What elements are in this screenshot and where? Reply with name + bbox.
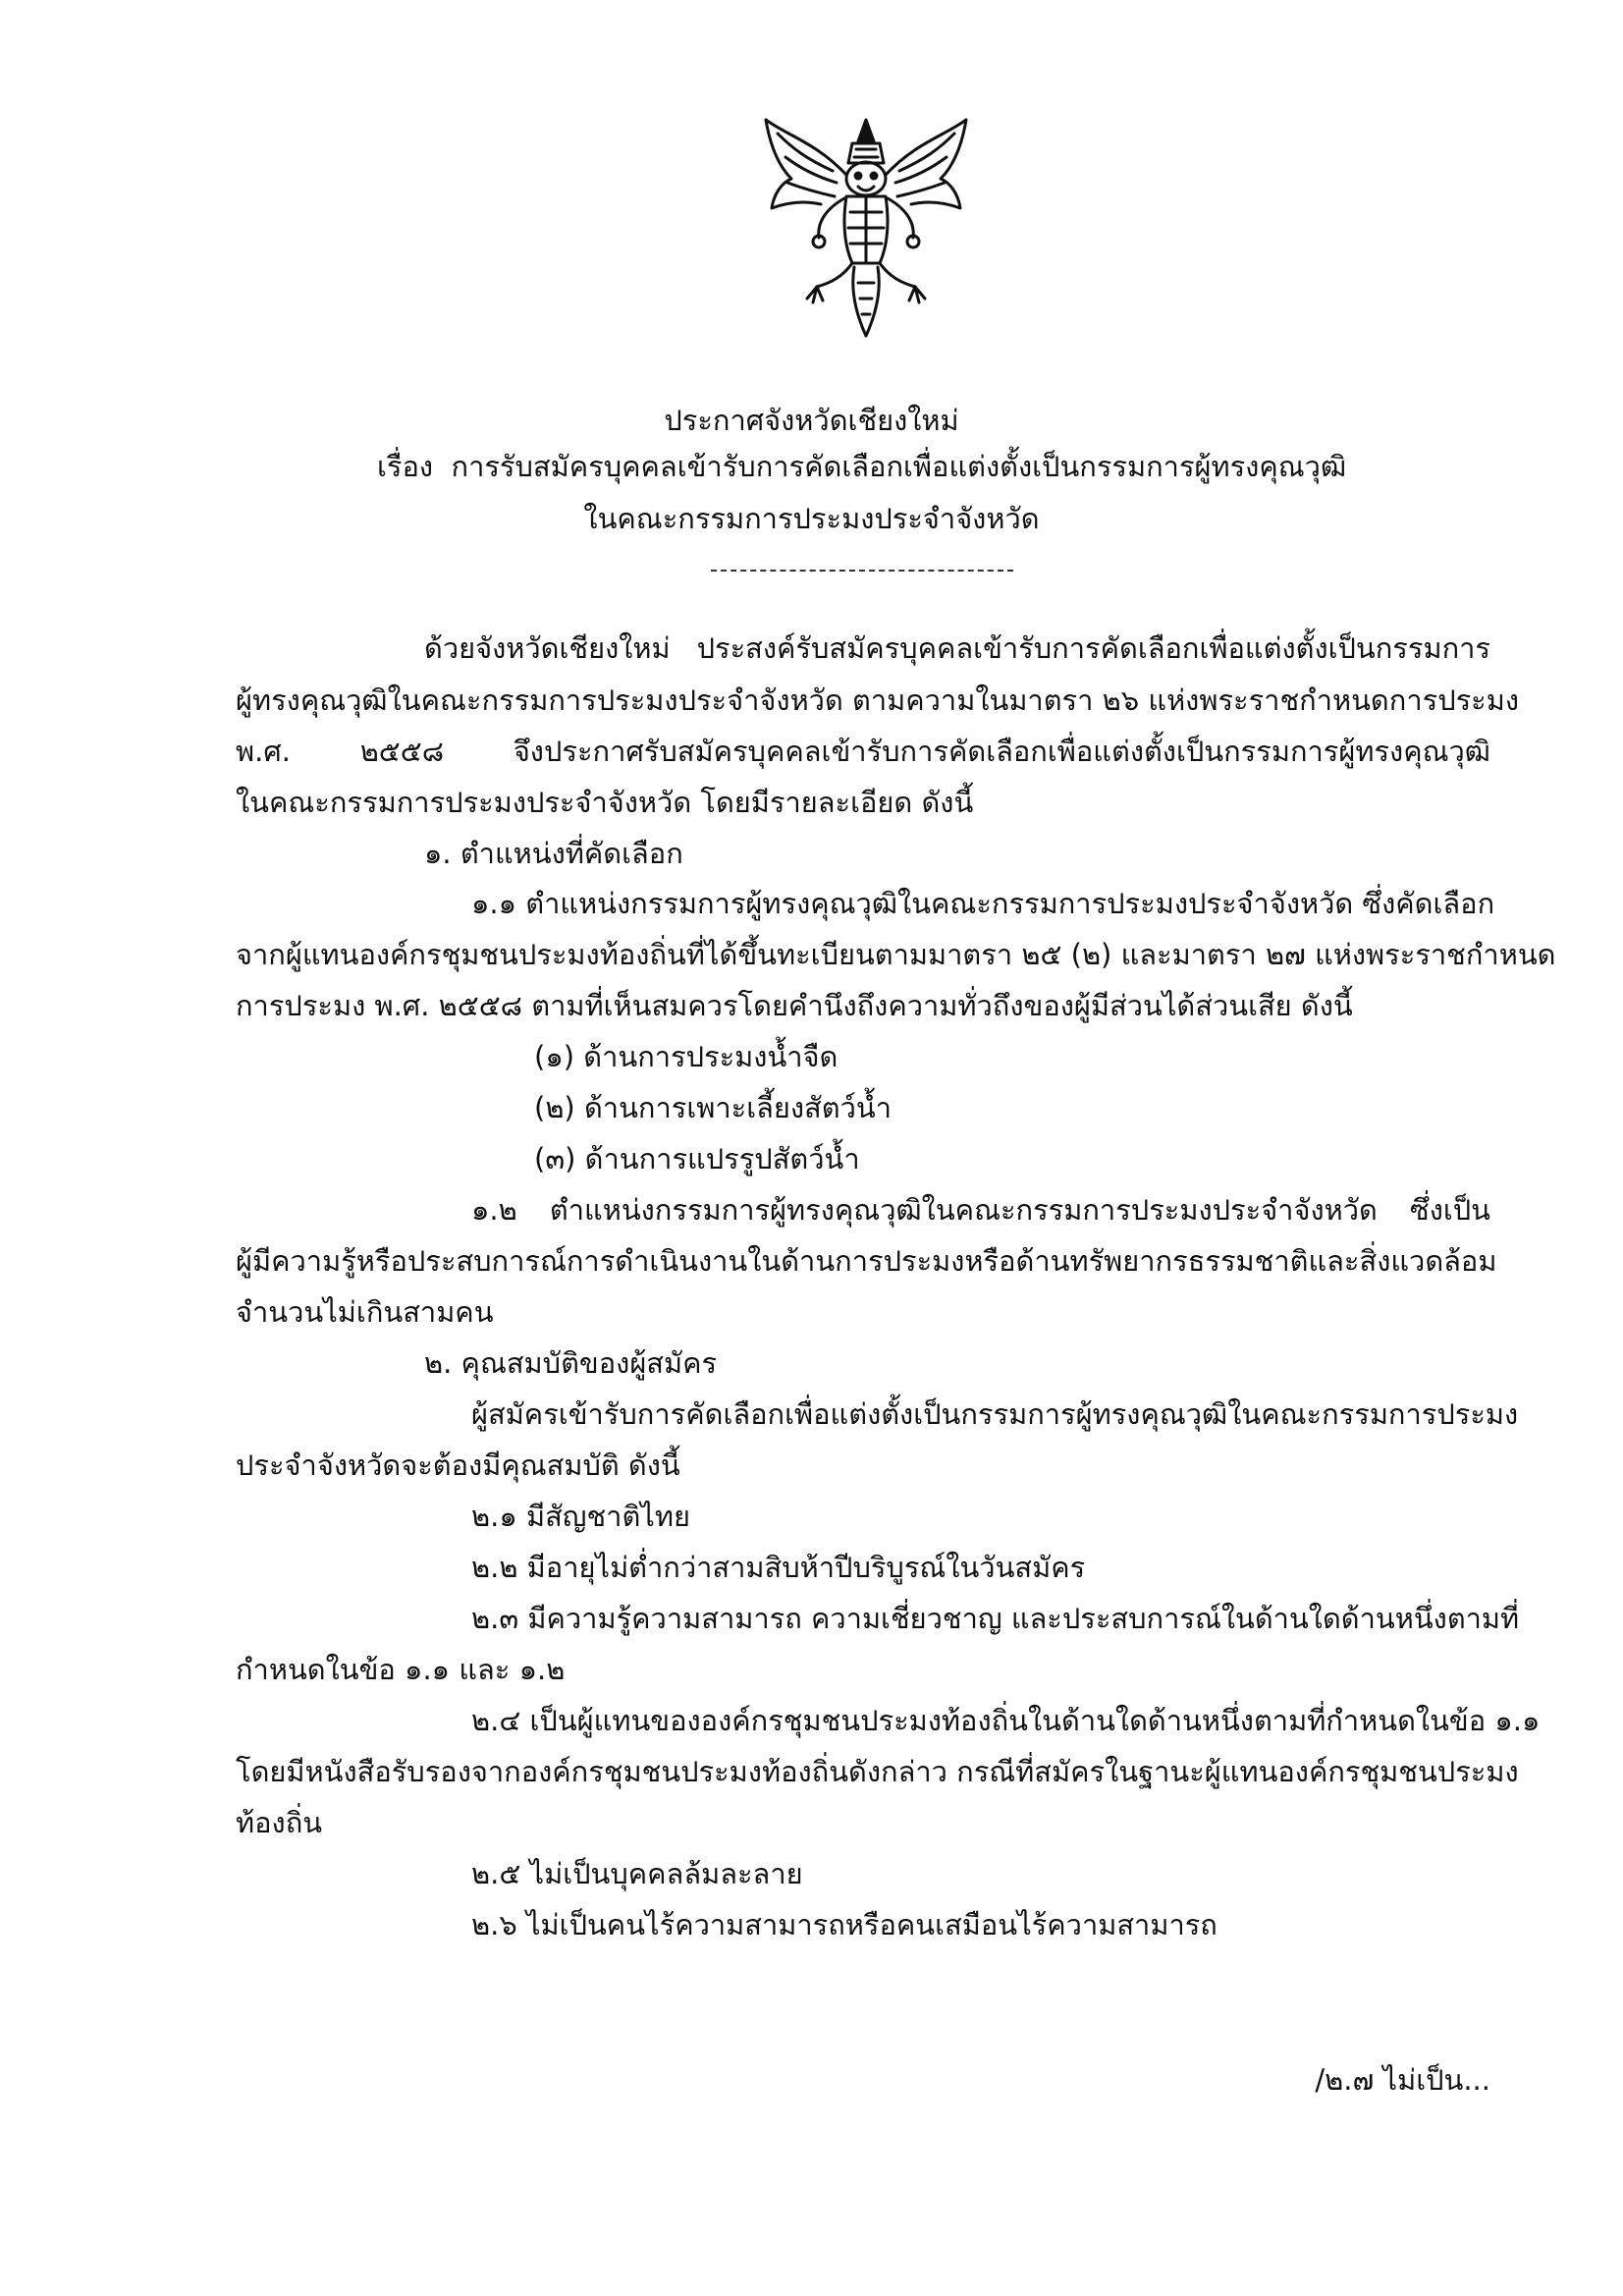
garuda-emblem-icon (748, 114, 984, 340)
intro-line: ในคณะกรรมการประมงประจำจังหวัด โดยมีรายละเอียด ดังนี้ (236, 786, 974, 819)
clause-2-5: ๒.๕ ไม่เป็นบุคคลล้มละลาย (471, 1857, 803, 1890)
subject-line (377, 447, 1347, 486)
clause-1-1-item: (๓) ด้านการแปรรูปสัตว์น้ำ (534, 1142, 860, 1175)
clause-2-3-line: ๒.๓ มีความรู้ความสามารถ ความเชี่ยวชาญ และประสบการณ์ในด้านใดด้านหนึ่งตามที่ (471, 1602, 1520, 1635)
subject-text: การรับสมัครบุคคลเข้ารับการคัดเลือกเพื่อแต่งตั้งเป็นกรรมการผู้ทรงคุณวุฒิ (451, 450, 1347, 483)
clause-2-1: ๒.๑ มีสัญชาติไทย (471, 1500, 690, 1533)
header-divider (711, 570, 1013, 572)
section-2-heading: ๒. คุณสมบัติของผู้สมัคร (424, 1346, 718, 1380)
document-title: ประกาศจังหวัดเชียงใหม่ (664, 404, 959, 437)
intro-line: ผู้ทรงคุณวุฒิในคณะกรรมการประมงประจำจังหวัด ตามความในมาตรา ๒๖ แห่งพระราชกำหนดการประมง (236, 683, 1520, 717)
clause-1-1-item: (๑) ด้านการประมงน้ำจืด (534, 1040, 839, 1073)
clause-2-6: ๒.๖ ไม่เป็นคนไร้ความสามารถหรือคนเสมือนไร้ความสามารถ (471, 1908, 1217, 1941)
clause-2-4-line: ๒.๔ เป็นผู้แทนขององค์กรชุมชนประมงท้องถิ่นในด้านใดด้านหนึ่งตามที่กำหนดในข้อ ๑.๑ (471, 1704, 1541, 1737)
clause-2-3-line: กำหนดในข้อ ๑.๑ และ ๑.๒ (236, 1653, 566, 1686)
section-1-heading: ๑. ตำแหน่งที่คัดเลือก (424, 837, 683, 870)
clause-2-2: ๒.๒ มีอายุไม่ต่ำกว่าสามสิบห้าปีบริบูรณ์ในวันสมัคร (471, 1551, 1086, 1584)
section-2-intro-line: ผู้สมัครเข้ารับการคัดเลือกเพื่อแต่งตั้งเป็นกรรมการผู้ทรงคุณวุฒิในคณะกรรมการประมง (471, 1397, 1519, 1431)
clause-1-2-line: จำนวนไม่เกินสามคน (236, 1295, 494, 1329)
clause-1-1-line: จากผู้แทนองค์กรชุมชนประมงท้องถิ่นที่ได้ขึ้นทะเบียนตามมาตรา ๒๕ (๒) และมาตรา ๒๗ แห่งพระราชกำหนด (236, 938, 1556, 971)
subject-label: เรื่อง (377, 450, 434, 483)
clause-1-2-line: ๑.๒ ตำแหน่งกรรมการผู้ทรงคุณวุฒิในคณะกรรมการประมงประจำจังหวัด ซึ่งเป็น (471, 1193, 1490, 1227)
clause-1-1-line: การประมง พ.ศ. ๒๕๕๘ ตามที่เห็นสมควรโดยคำนึงถึงความทั่วถึงของผู้มีส่วนได้ส่วนเสีย ดังนี้ (236, 989, 1353, 1022)
clause-1-1-line: ๑.๑ ตำแหน่งกรรมการผู้ทรงคุณวุฒิในคณะกรรมการประมงประจำจังหวัด ซึ่งคัดเลือก (471, 887, 1495, 920)
clause-2-4-line: โดยมีหนังสือรับรองจากองค์กรชุมชนประมงท้องถิ่นดังกล่าว กรณีที่สมัครในฐานะผู้แทนองค์กรชุมชนประมง (236, 1755, 1519, 1788)
subject-line-2: ในคณะกรรมการประมงประจำจังหวัด (583, 502, 1040, 535)
intro-line: พ.ศ. ๒๕๕๘ จึงประกาศรับสมัครบุคคลเข้ารับการคัดเลือกเพื่อแต่งตั้งเป็นกรรมการผู้ทรงคุณวุฒิ (236, 735, 1490, 768)
page-continuation: /๒.๗ ไม่เป็น... (1315, 2063, 1490, 2097)
clause-1-2-line: ผู้มีความรู้หรือประสบการณ์การดำเนินงานในด้านการประมงหรือด้านทรัพยากรธรรมชาติและสิ่งแวดล้อม (236, 1244, 1497, 1278)
clause-2-4-line: ท้องถิ่น (236, 1806, 323, 1839)
intro-line: ด้วยจังหวัดเชียงใหม่ ประสงค์รับสมัครบุคคลเข้ารับการคัดเลือกเพื่อแต่งตั้งเป็นกรรมการ (424, 631, 1490, 665)
section-2-intro-line: ประจำจังหวัดจะต้องมีคุณสมบัติ ดังนี้ (236, 1449, 680, 1482)
clause-1-1-item: (๒) ด้านการเพาะเลี้ยงสัตว์น้ำ (534, 1091, 892, 1124)
